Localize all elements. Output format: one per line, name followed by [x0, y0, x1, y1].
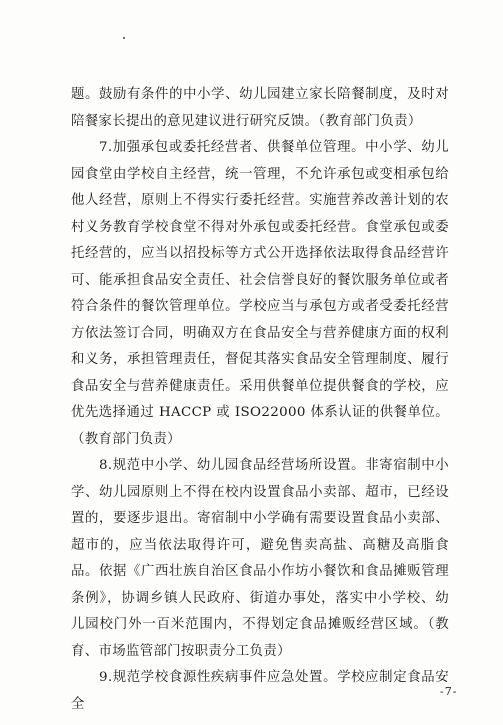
paragraph-item-8: 8.规范中小学、幼儿园食品经营场所设置。非寄宿制中小学、幼儿园原则上不得在校内设置食品小卖部、超市，已经设置的，要逐步退出。寄宿制中小学确有需要设置食品小卖部、超市的，应当依法取得许可，避免售卖高盐、高糖及高脂食品。依据《广西壮族自治区食品小作坊小餐饮和食品摊贩管理条例》，协调乡镇人民政府、街道办事处，落实中小学校、幼儿园校门外一百米范围内，不得划定食品摊贩经营区域。（教育、市场监管部门按职责分工负责） — [71, 458, 449, 659]
scan-speck — [123, 37, 125, 39]
paragraph-item-9: 9.规范学校食源性疾病事件应急处置。学校应制定食品安全 — [71, 670, 449, 712]
page-number: -7- — [440, 685, 458, 698]
paragraph-item-7: 7.加强承包或委托经营者、供餐单位管理。中小学、幼儿园食堂由学校自主经营，统一管理，不允许承包或变相承包给他人经营，原则上不得实行委托经营。实施营养改善计划的农村义务教育学校食堂不得对外承包或委托经营。食堂承包或委托经营的，应当以招投标等方式公开选择依法取得食品经营许可、能承担食品安全责任、社会信誉良好的餐饮服务单位或者符合条件的餐饮管理单位。学校应当与承包方或者受委托经营方依法签订合同，明确双方在食品安全与营养健康方面的权利和义务，承担管理责任，督促其落实食品安全管理制度、履行食品安全与营养健康责任。采用供餐单位提供餐食的学校，应优先选择通过 HACCP 或 ISO22000 体系认证的供餐单位。（教育部门负责） — [71, 140, 449, 447]
body-text — [71, 82, 449, 718]
paragraph-continuation: 题。鼓励有条件的中小学、幼儿园建立家长陪餐制度，及时对陪餐家长提出的意见建议进行研究反馈。（教育部门负责） — [71, 87, 449, 129]
